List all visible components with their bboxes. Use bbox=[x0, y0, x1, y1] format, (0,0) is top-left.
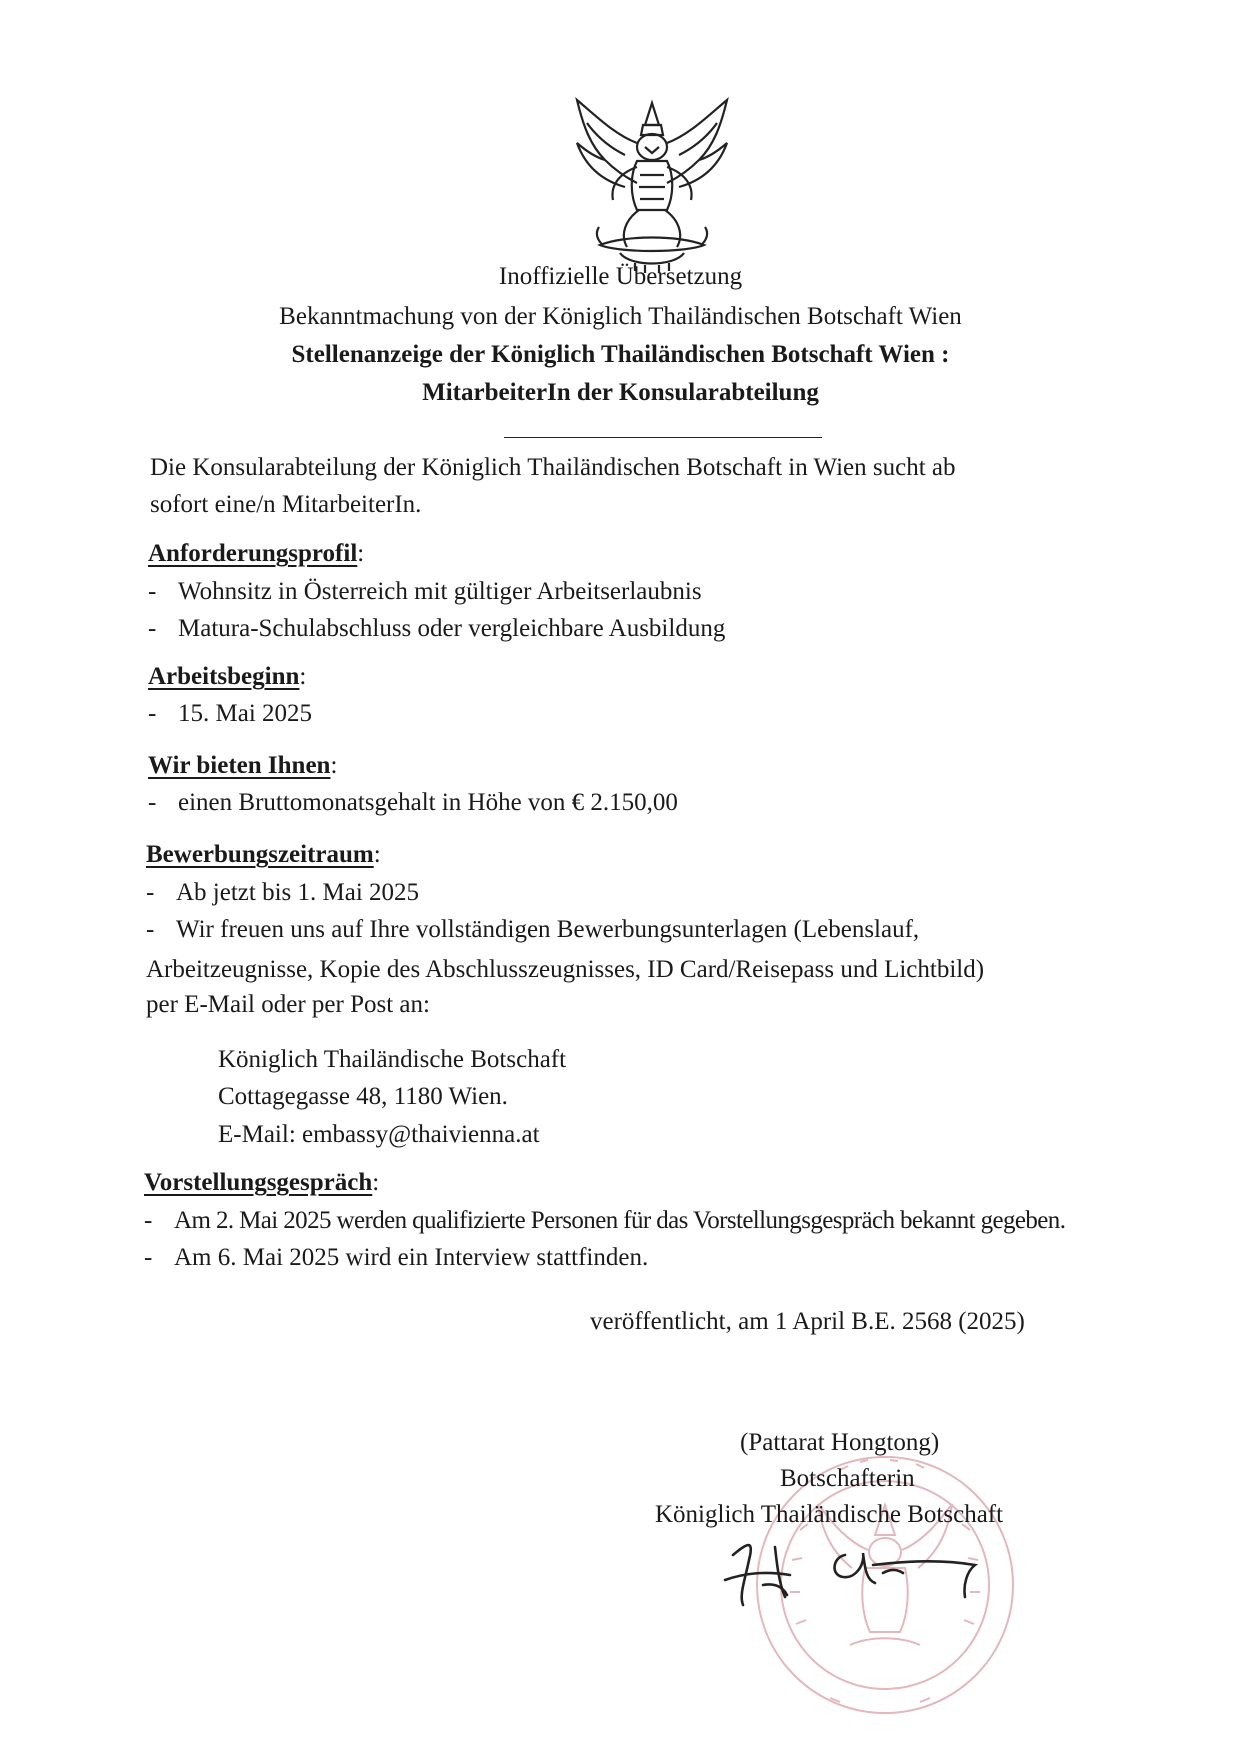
publication-date: veröffentlicht, am 1 April B.E. 2568 (2025) bbox=[590, 1308, 1025, 1335]
interview-item: - Am 2. Mai 2025 werden qualifizierte Personen für das Vorstellungsgespräch bekannt gegeben. bbox=[144, 1207, 1066, 1234]
documents-item-line-3: per E-Mail oder per Post an: bbox=[146, 991, 430, 1018]
intro-line-1: Die Konsularabteilung der Königlich Thailändischen Botschaft in Wien sucht ab bbox=[150, 454, 956, 481]
documents-item: - Wir freuen uns auf Ihre vollständigen Bewerbungsunterlagen (Lebenslauf, bbox=[146, 916, 920, 943]
start-heading: Arbeitsbeginn: bbox=[148, 663, 307, 690]
requirements-item: - Wohnsitz in Österreich mit gültiger Arbeitserlaubnis bbox=[148, 578, 702, 605]
address-street: Cottagegasse 48, 1180 Wien. bbox=[218, 1083, 508, 1110]
application-period-heading: Bewerbungszeitraum: bbox=[146, 841, 381, 868]
salary-item: - einen Bruttomonatsgehalt in Höhe von € 2.150,00 bbox=[148, 789, 678, 816]
signatory-role: Botschafterin bbox=[780, 1465, 915, 1492]
interview-heading: Vorstellungsgespräch: bbox=[144, 1169, 380, 1196]
handwritten-signature bbox=[715, 1525, 995, 1615]
signatory-name: (Pattarat Hongtong) bbox=[740, 1429, 940, 1456]
interview-item: - Am 6. Mai 2025 wird ein Interview stattfinden. bbox=[144, 1244, 649, 1271]
unofficial-translation-label: Inoffizielle Übersetzung bbox=[498, 263, 743, 290]
address-email[interactable]: E-Mail: embassy@thaivienna.at bbox=[218, 1121, 540, 1148]
start-date-item: - 15. Mai 2025 bbox=[148, 700, 313, 727]
address-org: Königlich Thailändische Botschaft bbox=[218, 1046, 567, 1073]
announcement-subtitle: Bekanntmachung von der Königlich Thailändischen Botschaft Wien bbox=[279, 303, 962, 330]
title-divider bbox=[504, 437, 822, 438]
document-title-position: MitarbeiterIn der Konsularabteilung bbox=[422, 379, 819, 406]
period-item: - Ab jetzt bis 1. Mai 2025 bbox=[146, 879, 420, 906]
document-title: Stellenanzeige der Königlich Thailändischen Botschaft Wien : bbox=[291, 341, 950, 368]
requirements-item: - Matura-Schulabschluss oder vergleichbare Ausbildung bbox=[148, 615, 726, 642]
offer-heading: Wir bieten Ihnen: bbox=[148, 752, 338, 779]
documents-item-line-2: Arbeitzeugnisse, Kopie des Abschlusszeugnisses, ID Card/Reisepass und Lichtbild) bbox=[146, 956, 985, 983]
garuda-emblem-icon bbox=[565, 95, 740, 275]
requirements-heading: Anforderungsprofil: bbox=[148, 540, 365, 567]
signatory-organization: Königlich Thailändische Botschaft bbox=[655, 1501, 1004, 1528]
intro-line-2: sofort eine/n MitarbeiterIn. bbox=[150, 491, 422, 518]
